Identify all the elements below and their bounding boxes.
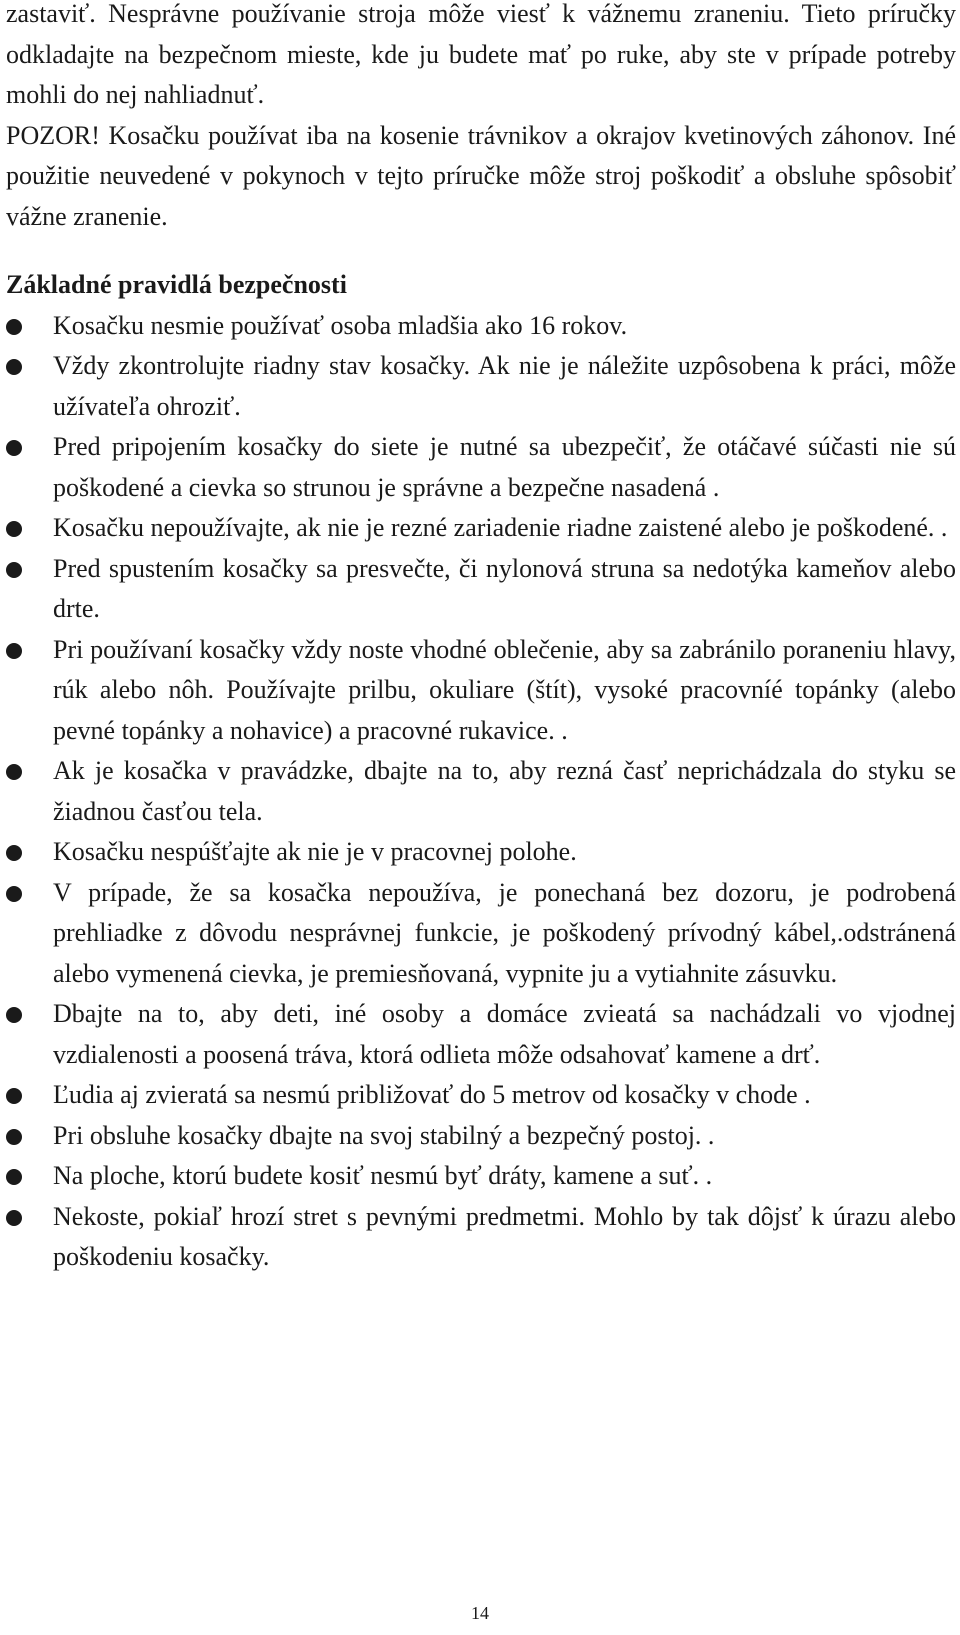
intro-paragraph-warning: POZOR! Kosačku používat iba na kosenie trávnikov a okrajov kvetinových záhonov. Iné použitie neuvedené v pokynoch v tejto príručke môže stroj poškodiť a obsluhe spôsobiť vážne zranenie. [6,120,956,231]
bullet-icon [6,1210,22,1226]
list-item [6,994,956,1075]
list-item [6,1197,956,1278]
section-heading-safety-rules: Základné pravidlá bezpečnosti [6,270,347,299]
intro-text [6,0,956,237]
bullet-icon [6,643,22,659]
list-item-text: Na ploche, ktorú budete kosiť nesmú byť dráty, kamene a suť. . [53,1161,713,1190]
bullet-icon [6,1007,22,1023]
list-item [6,1075,956,1116]
bullet-icon [6,1169,22,1185]
list-item [6,630,956,752]
list-item [6,346,956,427]
list-item-text: Kosačku nepoužívajte, ak nie je rezné zariadenie riadne zaistené alebo je poškodené. . [53,513,948,542]
bullet-icon [6,1088,22,1104]
list-item [6,306,956,347]
list-item [6,751,956,832]
list-item-text: Pri používaní kosačky vždy noste vhodné oblečenie, aby sa zabránilo poraneniu hlavy, rúk alebo nôh. Používajte prilbu, okuliare (štít), vysoké pracovníé topánky (alebo pevné topánky a nohavice) a pracovné rukavice. . [53,634,956,745]
list-item [6,1156,956,1197]
bullet-icon [6,886,22,902]
list-item [6,1116,956,1157]
list-item [6,873,956,995]
list-item-text: Vždy zkontrolujte riadny stav kosačky. Ak nie je náležite uzpôsobena k práci, môže užívateľa ohroziť. [53,351,956,421]
list-item-text: Ľudia aj zvieratá sa nesmú približovať do 5 metrov od kosačky v chode . [53,1080,811,1109]
bullet-icon [6,521,22,537]
bullet-icon [6,319,22,335]
list-item [6,508,956,549]
list-item-text: Kosačku nespúšťajte ak nie je v pracovnej polohe. [53,837,577,866]
list-item-text: Pri obsluhe kosačky dbajte na svoj stabilný a bezpečný postoj. . [53,1120,715,1150]
list-item-text: Nekoste, pokiaľ hrozí stret s pevnými predmetmi. Mohlo by tak dôjsť k úrazu alebo poškodeniu kosačky. [53,1201,956,1271]
bullet-icon [6,764,22,780]
bullet-icon [6,1129,22,1145]
list-item [6,549,956,630]
bullet-icon [6,845,22,861]
list-item-text: Dbajte na to, aby deti, iné osoby a domáce zvieatá sa nachádzali vo vjodnej vzdialenosti a poosená tráva, ktorá odlieta môže odsahovať kamene a drť. [53,999,956,1069]
bullet-icon [6,359,22,375]
list-item-text: V prípade, že sa kosačka nepoužíva, je ponechaná bez dozoru, je podrobená prehliadke z dôvodu nesprávnej funkcie, je poškodený prívodný kábel,.odstránená alebo vymenená cievka, je premiesňovaná, vypnite ju a vytiahnite zásuvku. [53,877,956,988]
page-number: 14 [471,1603,489,1623]
list-item-text: Kosačku nesmie používať osoba mladšia ako 16 rokov. [53,310,628,340]
list-item-text: Pred pripojením kosačky do siete je nutné sa ubezpečiť, že otáčavé súčasti nie sú poškodené a cievka so strunou je správne a bezpečne nasadená . [53,432,956,502]
list-item-text: Ak je kosačka v pravádzke, dbajte na to, aby rezná časť neprichádzala do styku se žiadnou časťou tela. [53,756,956,826]
list-item [6,427,956,508]
bullet-icon [6,440,22,456]
document-page [6,0,956,1278]
list-item [6,832,956,873]
list-item-text: Pred spustením kosačky sa presvečte, či nylonová struna sa nedotýka kameňov alebo drte. [53,553,956,623]
safety-rules-list [6,306,956,1278]
bullet-icon [6,562,22,578]
intro-paragraph-usage: zastaviť. Nesprávne používanie stroja môže viesť k vážnemu zraneniu. Tieto príručky odkladajte na bezpečnom mieste, kde ju budete mať po ruke, aby ste v prípade potreby mohli do nej nahliadnuť. [6,0,956,109]
